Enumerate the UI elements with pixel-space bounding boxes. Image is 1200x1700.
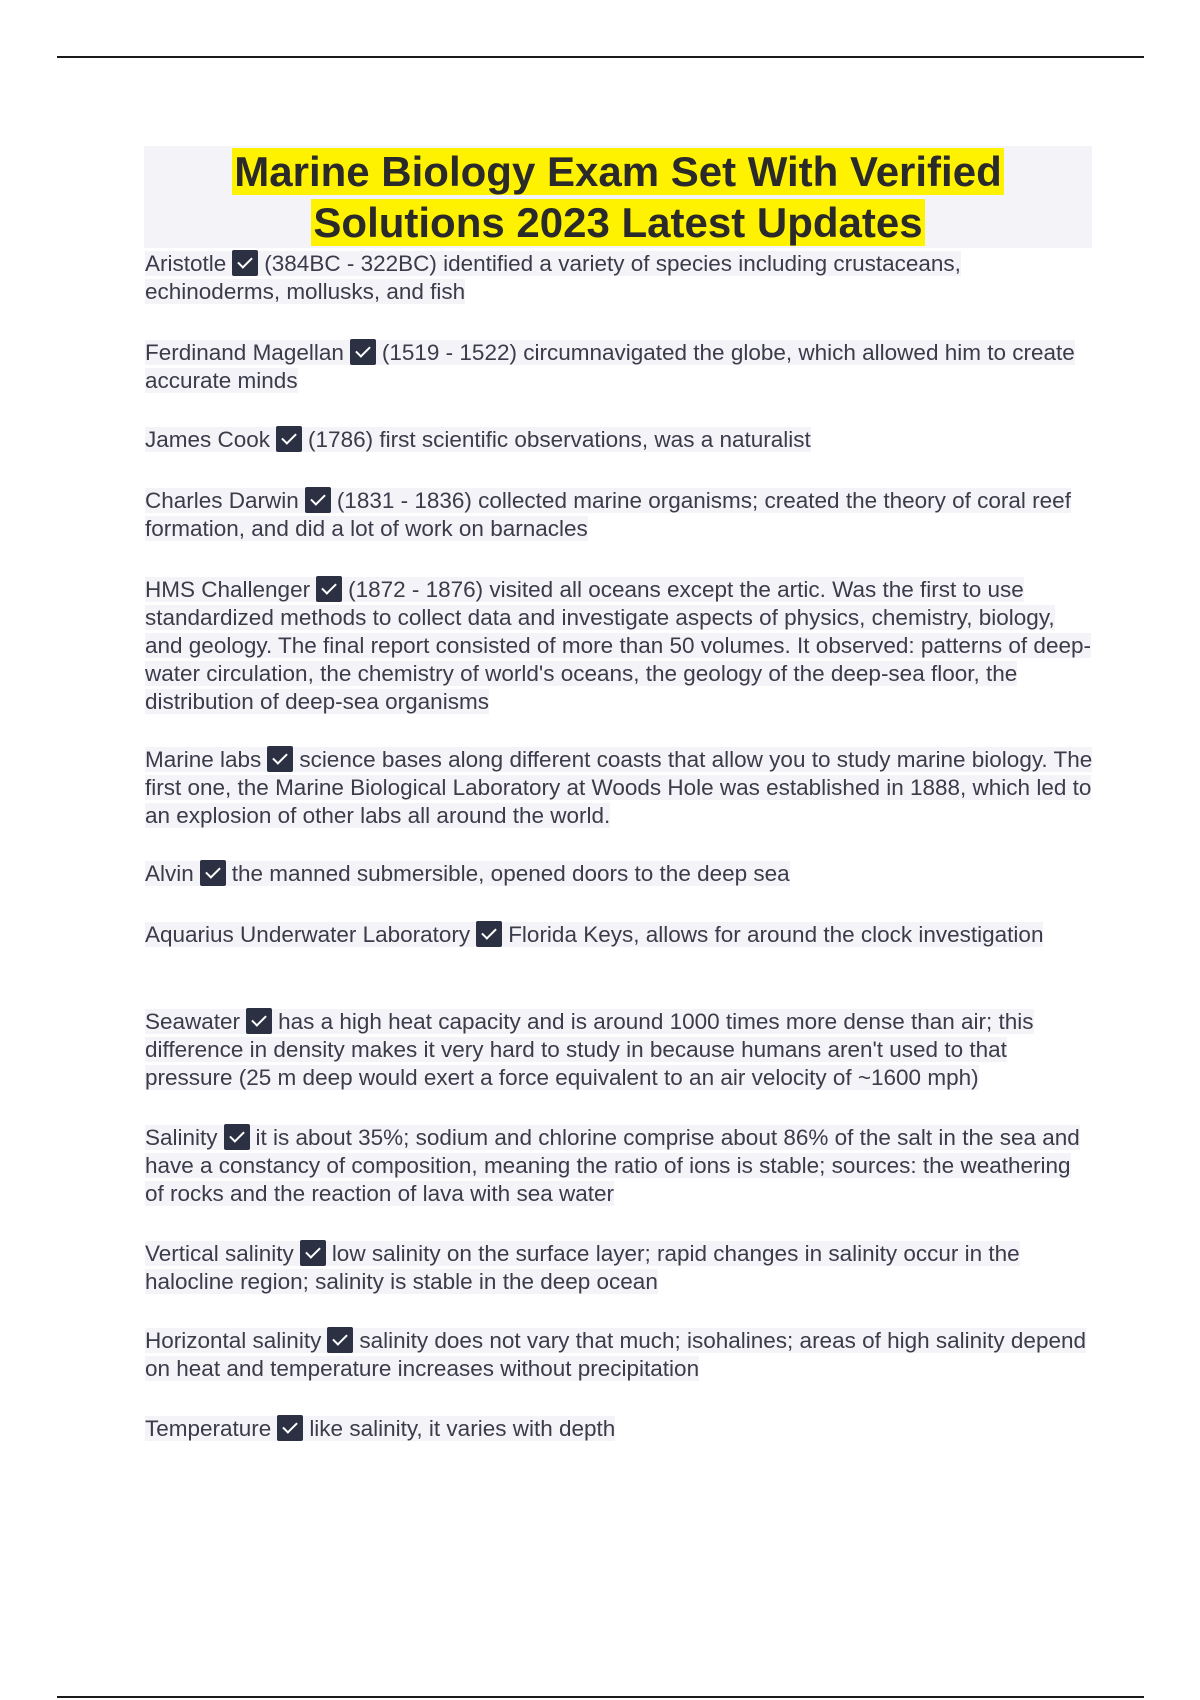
entry-term: Seawater	[145, 1009, 241, 1034]
entry-term: Salinity	[145, 1125, 218, 1150]
entry-term: Vertical salinity	[145, 1241, 294, 1266]
entry-definition: (1786) first scientific observations, was a naturalist	[308, 427, 811, 452]
header-rule	[57, 56, 1144, 58]
entry-definition: (1872 - 1876) visited all oceans except the artic. Was the first to use standardized methods to collect data and investigate aspects of physics, chemistry, biology, and geology. The final report consisted of more than 50 volumes. It observed: patterns of deep-water circulation, the chemistry of world's oceans, the geology of the deep-sea floor, the distribution of deep-sea organisms	[145, 577, 1091, 714]
entry-definition: (1519 - 1522) circumnavigated the globe, which allowed him to create accurate minds	[145, 340, 1075, 393]
flashcard-entry	[145, 250, 1095, 306]
checkbox-checked-icon	[276, 426, 302, 452]
entry-term: Aquarius Underwater Laboratory	[145, 922, 471, 947]
checkbox-checked-icon	[327, 1327, 353, 1353]
checkbox-checked-icon	[305, 487, 331, 513]
flashcard-entry	[145, 746, 1095, 830]
flashcard-entry	[145, 1240, 1095, 1296]
flashcard-entry	[145, 1415, 1095, 1443]
entry-term: Marine labs	[145, 747, 262, 772]
entry-definition: (1831 - 1836) collected marine organisms; created the theory of coral reef formation, and did a lot of work on barnacles	[145, 488, 1071, 541]
entry-term: Horizontal salinity	[145, 1328, 322, 1353]
flashcard-entry	[145, 487, 1095, 543]
entry-term: Charles Darwin	[145, 488, 299, 513]
title-block	[144, 146, 1092, 248]
entry-definition: low salinity on the surface layer; rapid changes in salinity occur in the halocline region; salinity is stable in the deep ocean	[145, 1241, 1020, 1294]
title-line-1: Marine Biology Exam Set With Verified	[234, 148, 1002, 195]
checkbox-checked-icon	[300, 1240, 326, 1266]
checkbox-checked-icon	[277, 1415, 303, 1441]
flashcard-entry	[145, 1008, 1095, 1092]
flashcard-entry	[145, 921, 1095, 949]
entry-term: Temperature	[145, 1416, 272, 1441]
entry-definition: the manned submersible, opened doors to the deep sea	[231, 861, 790, 886]
footer-rule	[57, 1696, 1144, 1698]
entry-term: Aristotle	[145, 251, 227, 276]
entry-definition: it is about 35%; sodium and chlorine comprise about 86% of the salt in the sea and have a constancy of composition, meaning the ratio of ions is stable; sources: the weathering of rocks and the reaction of lava with sea water	[145, 1125, 1080, 1206]
checkbox-checked-icon	[267, 746, 293, 772]
entry-term: James Cook	[145, 427, 271, 452]
entry-term: Alvin	[145, 861, 194, 886]
document-title	[144, 146, 1092, 248]
flashcard-entry	[145, 576, 1095, 716]
checkbox-checked-icon	[232, 250, 258, 276]
entry-definition: Florida Keys, allows for around the clock investigation	[508, 922, 1044, 947]
checkbox-checked-icon	[200, 860, 226, 886]
checkbox-checked-icon	[246, 1008, 272, 1034]
checkbox-checked-icon	[316, 576, 342, 602]
entry-definition: like salinity, it varies with depth	[309, 1416, 616, 1441]
flashcard-entry	[145, 860, 1095, 888]
entry-definition: salinity does not vary that much; isohalines; areas of high salinity depend on heat and temperature increases without precipitation	[145, 1328, 1086, 1381]
checkbox-checked-icon	[224, 1124, 250, 1150]
entry-definition: science bases along different coasts that allow you to study marine biology. The first one, the Marine Biological Laboratory at Woods Hole was established in 1888, which led to an explosion of other labs all around the world.	[145, 747, 1093, 828]
flashcard-entry	[145, 1327, 1095, 1383]
flashcard-entry	[145, 339, 1095, 395]
entry-term: HMS Challenger	[145, 577, 311, 602]
title-line-2: Solutions 2023 Latest Updates	[313, 199, 923, 246]
entry-definition: (384BC - 322BC) identified a variety of species including crustaceans, echinoderms, mollusks, and fish	[145, 251, 961, 304]
entry-term: Ferdinand Magellan	[145, 340, 344, 365]
checkbox-checked-icon	[476, 921, 502, 947]
entry-definition: has a high heat capacity and is around 1000 times more dense than air; this difference in density makes it very hard to study in because humans aren't used to that pressure (25 m deep would exert a force equivalent to an air velocity of ~1600 mph)	[145, 1009, 1034, 1090]
checkbox-checked-icon	[350, 339, 376, 365]
flashcard-entry	[145, 426, 1095, 454]
flashcard-entry	[145, 1124, 1095, 1208]
